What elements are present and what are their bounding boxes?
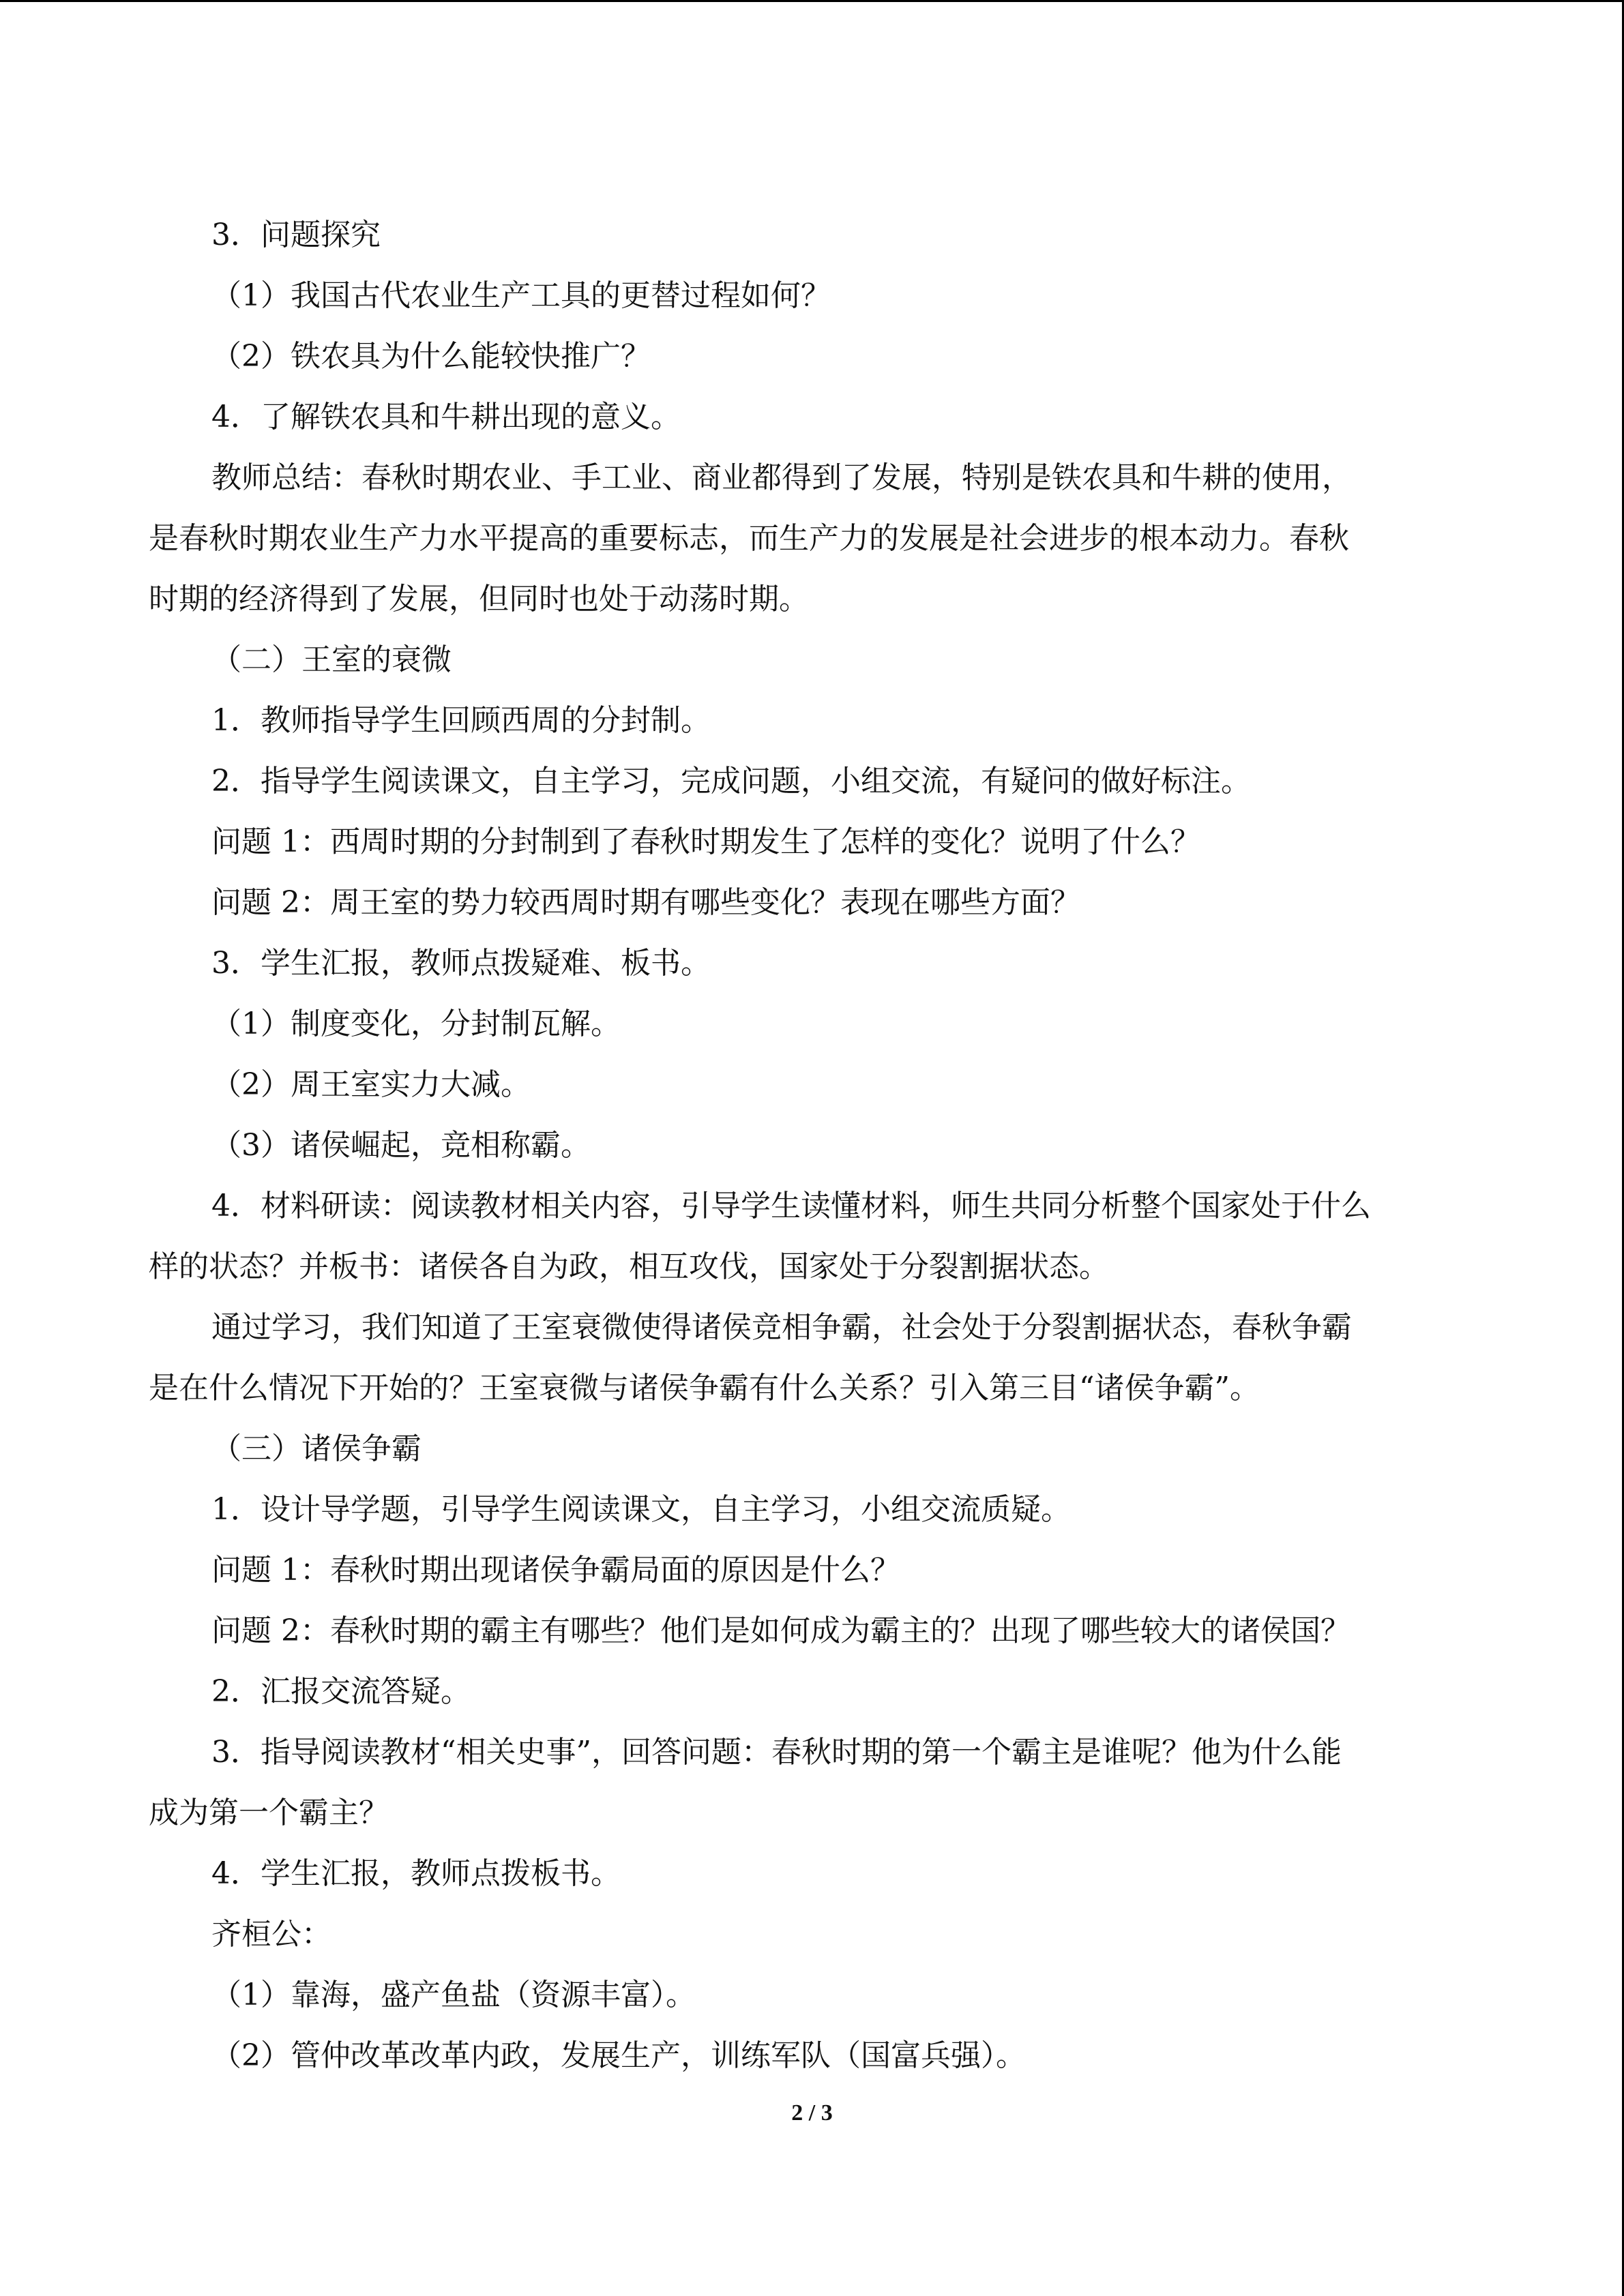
heading-royal-decline: （二）王室的衰微	[211, 642, 452, 677]
royal-point-3: （3）诸侯崛起，竞相称霸。	[211, 1128, 591, 1163]
duke-huan-point-1: （1）靠海，盛产鱼盐（资源丰富）。	[211, 1978, 696, 2012]
top-border-rule	[0, 0, 1624, 2]
teacher-summary-line-1: 教师总结：春秋时期农业、手工业、商业都得到了发展，特别是铁农具和牛耕的使用，	[211, 460, 1352, 495]
hegemony-item-3-line-2: 成为第一个霸主？	[149, 1795, 389, 1830]
duke-huan-point-2: （2）管仲改革改革内政，发展生产，训练军队（国富兵强）。	[211, 2038, 1026, 2073]
hegemony-item-3-line-1: 3．指导阅读教材“相关史事”，回答问题：春秋时期的第一个霸主是谁呢？他为什么能	[211, 1735, 1342, 1770]
heading-hegemony: （三）诸侯争霸	[211, 1431, 422, 1466]
hegemony-question-2: 问题 2：春秋时期的霸主有哪些？他们是如何成为霸主的？出现了哪些较大的诸侯国？	[211, 1613, 1350, 1648]
transition-line-2: 是在什么情况下开始的？王室衰微与诸侯争霸有什么关系？引入第三目“诸侯争霸”。	[149, 1371, 1260, 1405]
teacher-summary-line-3: 时期的经济得到了发展，但同时也处于动荡时期。	[149, 582, 809, 616]
royal-item-3: 3．学生汇报，教师点拨疑难、板书。	[211, 946, 711, 981]
royal-question-1: 问题 1：西周时期的分封制到了春秋时期发生了怎样的变化？说明了什么？	[211, 824, 1200, 859]
royal-item-2: 2．指导学生阅读课文，自主学习，完成问题，小组交流，有疑问的做好标注。	[211, 764, 1251, 799]
question-2: （2）铁农具为什么能较快推广？	[211, 339, 651, 374]
hegemony-question-1: 问题 1：春秋时期出现诸侯争霸局面的原因是什么？	[211, 1553, 900, 1587]
document-body	[149, 205, 1475, 2086]
material-reading-line-2: 样的状态？并板书：诸侯各自为政，相互攻伐，国家处于分裂割据状态。	[149, 1249, 1109, 1284]
teacher-summary-line-2: 是春秋时期农业生产力水平提高的重要标志，而生产力的发展是社会进步的根本动力。春秋	[149, 521, 1349, 556]
material-reading-line-1: 4．材料研读：阅读教材相关内容，引导学生读懂材料，师生共同分析整个国家处于什么	[211, 1189, 1371, 1223]
hegemony-item-4: 4．学生汇报，教师点拨板书。	[211, 1856, 621, 1891]
royal-point-2: （2）周王室实力大减。	[211, 1067, 531, 1102]
royal-item-1: 1．教师指导学生回顾西周的分封制。	[211, 703, 711, 738]
page-number: 2 / 3	[791, 2100, 833, 2126]
section-item-4: 4．了解铁农具和牛耕出现的意义。	[211, 400, 681, 434]
transition-line-1: 通过学习，我们知道了王室衰微使得诸侯竞相争霸，社会处于分裂割据状态，春秋争霸	[211, 1310, 1352, 1345]
duke-huan-heading: 齐桓公：	[211, 1917, 331, 1952]
hegemony-item-1: 1．设计导学题，引导学生阅读课文，自主学习，小组交流质疑。	[211, 1492, 1071, 1527]
section-item-3: 3．问题探究	[211, 218, 381, 252]
question-1: （1）我国古代农业生产工具的更替过程如何？	[211, 278, 831, 313]
royal-question-2: 问题 2：周王室的势力较西周时期有哪些变化？表现在哪些方面？	[211, 885, 1080, 920]
hegemony-item-2: 2．汇报交流答疑。	[211, 1674, 471, 1709]
royal-point-1: （1）制度变化，分封制瓦解。	[211, 1007, 621, 1041]
